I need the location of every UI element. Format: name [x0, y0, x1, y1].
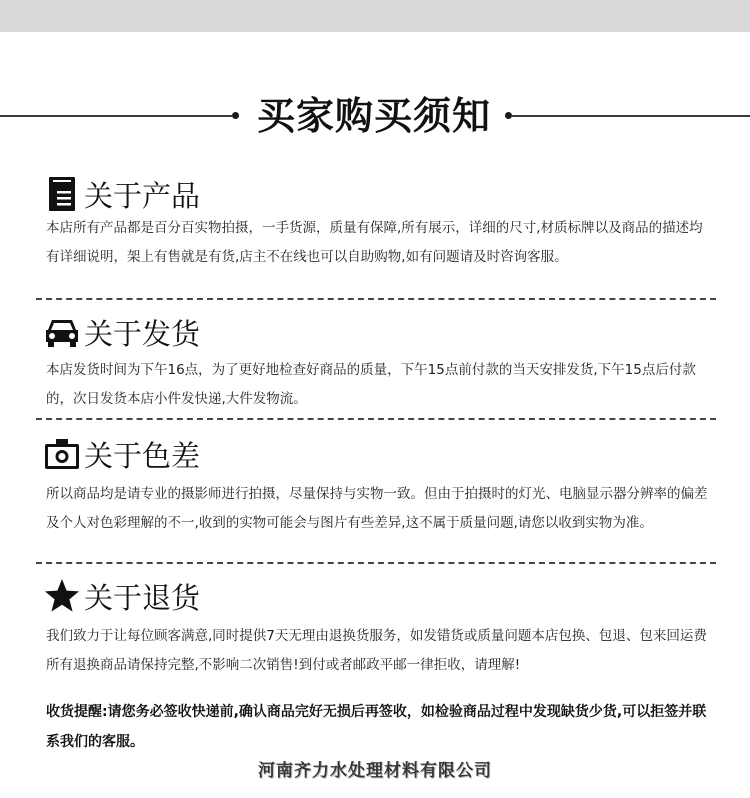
document-icon [44, 176, 80, 212]
section-body: 本店所有产品都是百分百实物拍摄，一手货源，质量有保障,所有展示，详细的尺寸,材质标牌以及商品的描述均有详细说明，架上有售就是有货,店主不在线也可以自助购物,如有问题请及时咨询客服。 [46, 220, 703, 265]
car-icon [44, 314, 80, 350]
dashed-divider [36, 298, 716, 300]
title-rule-left [0, 115, 232, 117]
section-body: 我们致力于让每位顾客满意,同时提供7天无理由退换货服务，如发错货或质量问题本店包换、包退、包来回运费所有退换商品请保持完整,不影响二次销售!到付或者邮政平邮一律拒收，请理解! [46, 628, 707, 673]
section-title: 关于产品 [84, 179, 201, 213]
title-dot-left [232, 112, 239, 119]
top-banner-bar [0, 0, 750, 32]
receipt-notice: 收货提醒:请您务必签收快递前,确认商品完好无损后再签收，如检验商品过程中发现缺货少货,可以拒签并联系我们的客服。 [46, 704, 707, 750]
section-title: 关于发货 [84, 317, 201, 351]
title-rule-right [512, 115, 750, 117]
dashed-divider [36, 418, 716, 420]
page-title: 买家购买须知 [256, 94, 491, 138]
section-body: 所以商品均是请专业的摄影师进行拍摄，尽量保持与实物一致。但由于拍摄时的灯光、电脑显示器分辨率的偏差及个人对色彩理解的不一,收到的实物可能会与图片有些差异,这不属于质量问题,请您以收到实物为准。 [46, 486, 708, 531]
company-name: 河南齐力水处理材料有限公司 [258, 761, 492, 781]
title-dot-right [505, 112, 512, 119]
section-title: 关于退货 [84, 581, 201, 615]
dashed-divider [36, 562, 716, 564]
camera-icon [44, 436, 80, 472]
star-icon [44, 578, 80, 614]
section-title: 关于色差 [84, 439, 201, 473]
page-title-block [0, 88, 750, 144]
section-body: 本店发货时间为下午16点，为了更好地检查好商品的质量，下午15点前付款的当天安排发货,下午15点后付款的，次日发货本店小件发快递,大件发物流。 [46, 362, 696, 407]
